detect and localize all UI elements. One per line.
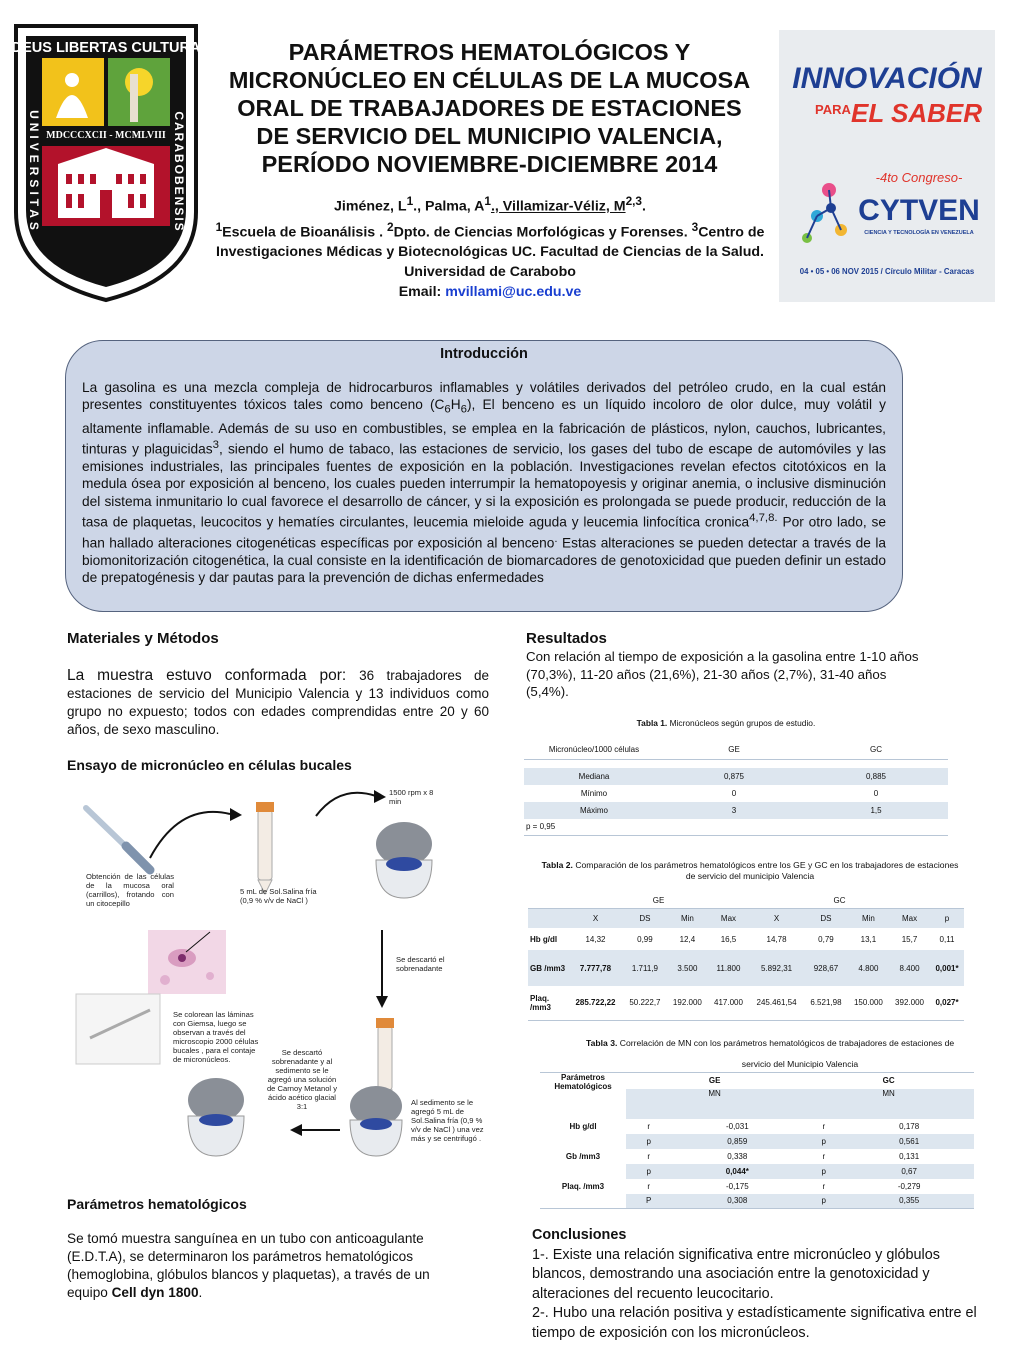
assay-heading: Ensayo de micronúcleo en células bucales <box>67 757 352 773</box>
intro-heading: Introducción <box>440 346 528 362</box>
table-row <box>540 1179 974 1194</box>
results-heading: Resultados <box>526 630 607 647</box>
table3 <box>540 1072 974 1209</box>
methods-heading-block <box>67 630 489 647</box>
table-cell: 0,99 <box>637 934 653 944</box>
hema-paragraph: Se tomó muestra sanguínea en un tubo con anticoagulante (E.D.T.A), se determinaron los parámetros hematológicos (hemoglobina, glóbulos blancos y plaquetas), a través de un equipo Cell dyn 1800. <box>67 1231 430 1300</box>
crest-years: MDCCCXCII - MCMLVIII <box>46 130 166 141</box>
table-header: DS <box>639 913 651 923</box>
table-row <box>540 1134 974 1149</box>
table-row-label: Plaq. /mm3 <box>561 1181 605 1191</box>
table-cell: 928,67 <box>813 963 839 973</box>
table2-group-ge: GE <box>652 895 665 905</box>
results-block <box>526 630 926 701</box>
table-header: GC <box>870 744 882 754</box>
table2 <box>528 893 964 1021</box>
table-cell: 16,5 <box>720 934 737 944</box>
poster-title <box>212 38 767 178</box>
table-cell: p <box>803 1194 844 1209</box>
table-cell: 13,1 <box>860 934 877 944</box>
table3-caption: Tabla 3. Correlación de MN con los parámetros hematológicos de trabajadores de estaciones de <box>586 1038 955 1048</box>
table-cell: 0,11 <box>939 934 955 944</box>
author-list: Jiménez, $L^1$., Palma, $A^1$., Villamizar-Véliz, M$^{2,3}$. <box>334 194 646 215</box>
table-cell: Mínimo <box>580 789 608 798</box>
table-cell: P <box>626 1194 671 1209</box>
congress-line3: EL SABER <box>851 98 982 128</box>
table1-caption: Tabla 1. Micronúcleos según grupos de estudio. <box>636 718 816 728</box>
table-row <box>524 819 948 835</box>
table-cell: 15,7 <box>901 934 918 944</box>
table-cell: r <box>647 1121 651 1131</box>
table-header: Micronúcleo/1000 células <box>548 744 640 754</box>
table3-gc-header: GC <box>882 1076 895 1086</box>
table-row <box>540 1194 974 1209</box>
table-cell: r <box>822 1151 826 1161</box>
arrow-head-icon <box>230 808 242 821</box>
step-rpm-caption: 1500 rpm x 8 min <box>389 788 434 806</box>
table-cell: 3.500 <box>677 963 698 973</box>
table-cell: p <box>803 1164 844 1179</box>
table-cell: 0,178 <box>899 1121 920 1131</box>
step-resuspend-caption: Al sedimento se le agregó 5 mL de Sol.Salina fría (0,9 % v/v de NaCl ) una vez más y se centrifugó . <box>411 1098 484 1143</box>
intro-paragraph: La gasolina es una mezcla compleja de hidrocarburos inflamables y volátiles derivados del petróleo crudo, en la cual están presentes constituyentes tóxicos tales como benceno $(C_6H_6)$, El benceno es un líquido incoloro de olor dulce, muy volátil y altamente inflamable. Además de su uso en combustibles, se emplea en la fabricación de plásticos, nylon, cauchos, lubricantes, tinturas y plaguicidas$^3$, siendo el humo de tabaco, las estaciones de servicio, los gases del tubo de escape de automóviles y las emisiones industriales, las principales fuentes de exposición en la población. Investigaciones revelan efectos citotóxicos en la medula ósea por exposición al benceno, los cuales pueden interrumpir la hematopoyesis y originar anemia, o inclusive disminución del sistema inmunitario lo cual favorece el desarrollo de cáncer, y si la exposición es prolongada se puede producir, reducción de la tasa de plaquetas, leucocitos y hematíes circulantes, leucemia mieloide aguda y leucemia linfocítica cronica$^{4,7,8.}$ Por otro lado, se han hallado alteraciones citogenéticas específicas por exposición al benceno. Estas alteraciones se pueden detectar a través de la biomonitorización citogenética, la cual consiste en la identificación de biomarcadores de genotoxicidad que pueden definir un estado de prepatogénesis y dar pautas para la prevención de dichas enfermedades <box>82 380 887 586</box>
table3-mn-header: MN <box>626 1089 803 1119</box>
table-cell: 245.461,54 <box>756 998 797 1008</box>
table-cell: 11.800 <box>716 963 741 973</box>
table-cell: 12,4 <box>679 934 696 944</box>
table-cell: 5.892,31 <box>760 963 793 973</box>
arrow-head-icon <box>374 790 386 803</box>
hema-heading: Parámetros hematológicos <box>67 1196 247 1212</box>
table-row <box>528 893 964 908</box>
table-cell: 14,32 <box>585 934 606 944</box>
table-cell: 0,355 <box>844 1194 974 1209</box>
table-row <box>528 986 964 1020</box>
crest-right-text: CARABOBENSIS <box>172 111 186 233</box>
table-cell: r <box>647 1181 651 1191</box>
conclusions-block <box>532 1226 992 1343</box>
congress-edition: -4to Congreso- <box>875 170 963 185</box>
table-row <box>528 908 964 928</box>
table-row <box>540 1164 974 1179</box>
table-cell: 1,5 <box>870 806 882 815</box>
university-crest-logo <box>12 22 200 304</box>
sample-text: 36 trabajadores de estaciones de servicio del Municipio Valencia y 13 individuos como grupo no expuesto; todos con edades comprendidas entre 20 y 60 años, de sexo masculino. <box>67 668 489 737</box>
table-header: Min <box>680 913 694 923</box>
arrow-icon <box>316 793 376 816</box>
arrow-head-icon <box>290 1124 302 1136</box>
crest-left-text: UNIVERSITAS <box>27 110 41 234</box>
table-header: X <box>592 913 599 923</box>
step-brush-caption: Obtención de las células de la mucosa oral (carrillos), frotando con un citocepillo <box>86 872 174 908</box>
table-row-label: Hb g/dl <box>569 1121 597 1131</box>
authors-block <box>200 191 780 302</box>
email-line: Email: mvillami@uc.edu.ve <box>398 284 582 301</box>
table2-group-gc: GC <box>833 895 846 905</box>
table-header: X <box>773 913 780 923</box>
table-cell: 0 <box>731 789 737 798</box>
table-header: p <box>944 913 950 923</box>
table-cell: p <box>626 1134 671 1149</box>
device-name: Cell dyn 1800 <box>111 1285 199 1300</box>
test-tube-icon <box>256 802 274 894</box>
table-header: GE <box>728 744 740 754</box>
congress-dates: 04 • 05 • 06 NOV 2015 / Círculo Militar - Caracas <box>799 267 975 276</box>
table-cell: 0,001* <box>935 963 959 973</box>
table-row <box>524 785 948 802</box>
micrograph-image <box>148 930 226 994</box>
email-link[interactable]: mvillami@uc.edu.ve <box>445 284 582 301</box>
table-cell: Mediana <box>578 772 610 781</box>
table-cell: 285.722,22 <box>575 998 616 1008</box>
crest-motto: DEUS LIBERTAS CULTURA <box>12 40 200 56</box>
table-row <box>524 740 948 759</box>
conclusions-heading: Conclusiones <box>532 1227 627 1243</box>
table1-p-value: p = 0,95 <box>526 822 556 832</box>
congress-tagline: CIENCIA Y TECNOLOGÍA EN VENEZUELA <box>864 230 974 236</box>
congress-line1: INNOVACIÓN <box>792 62 982 95</box>
table-cell: 50.222,7 <box>629 998 661 1008</box>
table1 <box>524 740 948 836</box>
table-header: Max <box>720 913 737 923</box>
title-line: ORAL DE TRABAJADORES DE ESTACIONES <box>237 95 742 121</box>
table-cell: 0,79 <box>818 934 834 944</box>
table-cell: r <box>647 1151 651 1161</box>
table-row-label: Gb /mm3 <box>565 1151 601 1161</box>
table-cell: p <box>803 1134 844 1149</box>
table-row <box>540 1149 974 1164</box>
table-row <box>528 928 964 950</box>
conclusion-1: 1-. Existe una relación significativa entre micronúcleo y glóbulos blancos, demostrando una asociación entre la genotoxicidad y alteraciones del recuento leucocitario. <box>532 1246 940 1302</box>
methods-heading: Materiales y Métodos <box>67 630 219 647</box>
table3-ge-header: GE <box>708 1076 721 1086</box>
table-cell: 0,875 <box>723 772 745 781</box>
introduction-box <box>65 340 903 612</box>
table-cell: 417.000 <box>714 998 743 1008</box>
table-row-label: Plaq. /mm3 <box>530 993 551 1012</box>
table-cell: -0,031 <box>725 1121 749 1131</box>
step-saline-caption: 5 mL de Sol.Salina fría (0,9 % v/v de NaCl ) <box>240 887 317 905</box>
title-line: PERÍODO NOVIEMBRE-DICIEMBRE 2014 <box>261 151 718 177</box>
affiliation-university: Universidad de Carabobo <box>404 264 576 281</box>
table-cell: -0,279 <box>897 1181 921 1191</box>
centrifuge-icon <box>188 1078 244 1156</box>
table-cell: -0,175 <box>725 1181 749 1191</box>
table-row-label: GB /mm3 <box>530 963 566 973</box>
centrifuge-icon <box>376 822 432 898</box>
table-cell: r <box>822 1181 826 1191</box>
title-line: MICRONÚCLEO EN CÉLULAS DE LA MUCOSA <box>228 67 751 93</box>
table-cell: 6.521,98 <box>810 998 842 1008</box>
table-row <box>540 1119 974 1134</box>
table-row-label: Hb g/dl <box>530 934 558 944</box>
table2-caption: Tabla 2. Comparación de los parámetros hematológicos entre los GE y GC en los trabajadores de estaciones de servicio del municipio Valencia <box>541 860 959 881</box>
table-cell: p <box>626 1164 671 1179</box>
table-cell: 3 <box>731 806 737 815</box>
step-giemsa-caption: Se colorean las láminas con Giemsa, luego se observan a través del microscopio 2000 células bucales , para el contaje de micronúcleos. <box>173 1010 259 1064</box>
table-cell: 0,338 <box>727 1151 748 1161</box>
congress-name: CYTVEN <box>858 194 980 227</box>
table-cell: 4.800 <box>858 963 879 973</box>
table-cell: r <box>822 1121 826 1131</box>
table-header: Min <box>861 913 875 923</box>
table3-mn-header: MN <box>803 1089 974 1119</box>
table-header: Max <box>901 913 918 923</box>
table-row <box>524 768 948 785</box>
table-row <box>528 950 964 986</box>
table-cell: 8.400 <box>899 963 920 973</box>
results-text: Con relación al tiempo de exposición a la gasolina entre 1-10 años (70,3%), 11-20 años (21,6%), 21-30 años (2,7%), 31-40 años (5,4%). <box>526 649 919 699</box>
table-row <box>524 802 948 819</box>
table-cell: 14,78 <box>766 934 787 944</box>
affiliation-line: Investigaciones Médicas y Biotecnológicas UC. Facultad de Ciencias de la Salud. <box>216 244 764 261</box>
table-cell: 0,131 <box>899 1151 920 1161</box>
congress-logo <box>779 30 995 302</box>
affiliations: $^1$Escuela de Bioanálisis . $^2$Dpto. de Ciencias Morfológicas y Forenses. $^3$Centro de <box>215 219 765 241</box>
arrow-head-icon <box>376 996 388 1008</box>
conclusion-2: 2-. Hubo una relación positiva y estadísticamente significativa entre el tiempo de exposición con los micronúcleos. <box>532 1305 977 1341</box>
table-cell: 0,859 <box>671 1134 803 1149</box>
table-cell: 0,885 <box>865 772 887 781</box>
table-cell: 0,308 <box>671 1194 803 1209</box>
table-cell: 192.000 <box>672 998 702 1008</box>
arrow-icon <box>150 812 230 858</box>
centrifuge-icon <box>350 1086 402 1156</box>
table-cell: 0,561 <box>844 1134 974 1149</box>
sample-paragraph <box>67 667 489 739</box>
table-row <box>540 1073 974 1089</box>
table-cell: 392.000 <box>895 998 924 1008</box>
cytobrush-icon <box>86 808 150 870</box>
sample-lead: La muestra estuvo conformada por: <box>67 667 360 684</box>
table-header: DS <box>820 913 832 923</box>
slide-icon <box>76 994 160 1064</box>
table-cell: Máximo <box>579 806 608 815</box>
table-cell: 1.711,9 <box>631 963 658 973</box>
table3-caption-2: servicio del Municipio Valencia <box>741 1059 859 1069</box>
congress-line2: PARA <box>815 102 851 117</box>
step-carnoy-caption: Se descartó sobrenadante y al sedimento se le agregó una solución de Carnoy Metanol y ácido acético glacial 3:1 <box>266 1048 338 1111</box>
table-cell: 0,027* <box>935 998 959 1008</box>
table-cell: 7.777,78 <box>579 963 612 973</box>
table-cell: 0 <box>873 789 879 798</box>
assay-heading-block <box>67 757 489 773</box>
step-discard-caption: Se descartó el sobrenadante <box>396 955 445 973</box>
title-line: PARÁMETROS HEMATOLÓGICOS Y <box>288 39 691 65</box>
table-cell: 0,67 <box>844 1164 974 1179</box>
table-cell: 0,044* <box>671 1164 803 1179</box>
table-cell: 150.000 <box>853 998 883 1008</box>
hema-heading-block <box>67 1196 489 1212</box>
table3-param-header: Parámetros Hematológicos <box>554 1073 612 1091</box>
title-line: DE SERVICIO DEL MUNICIPIO VALENCIA, <box>256 123 723 149</box>
